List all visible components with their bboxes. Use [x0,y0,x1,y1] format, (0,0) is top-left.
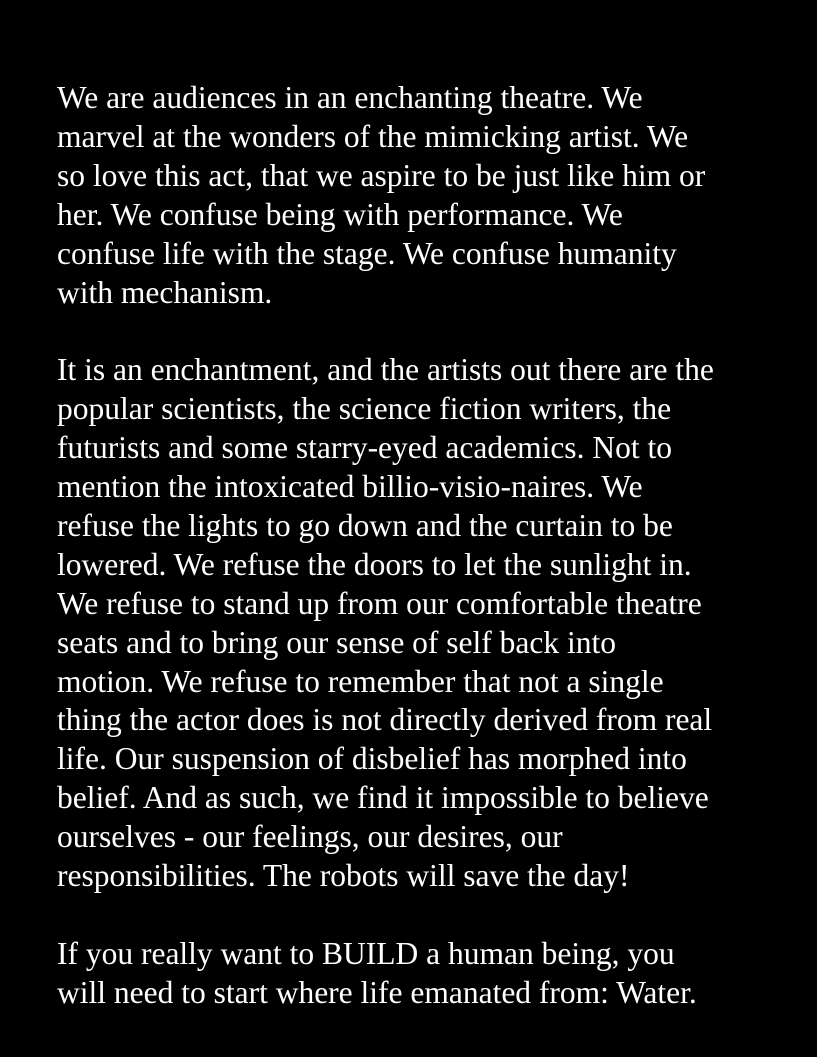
text-line: refuse the lights to go down and the curtain to be [57,507,673,543]
paragraph-1 [57,79,777,312]
text-line: so love this act, that we aspire to be just like him or [57,157,706,193]
text-line: lowered. We refuse the doors to let the sunlight in. [57,546,692,582]
text-line: seats and to bring our sense of self back into [57,624,616,660]
text-line: with mechanism. [57,274,273,310]
paragraph-spacer [57,896,777,935]
text-line: will need to start where life emanated from: Water. [57,974,697,1010]
text-line: confuse life with the stage. We confuse humanity [57,235,677,271]
text-line: life. Our suspension of disbelief has morphed into [57,741,687,777]
text-line: We refuse to stand up from our comfortable theatre [57,585,702,621]
paragraph-3 [57,935,777,1013]
paragraph-2 [57,351,777,896]
text-line: futurists and some starry-eyed academics. Not to [57,430,672,466]
text-line: motion. We refuse to remember that not a single [57,663,664,699]
text-line: popular scientists, the science fiction writers, the [57,391,672,427]
text-line: mention the intoxicated billio-visio-naires. We [57,469,643,505]
text-line: her. We confuse being with performance. We [57,196,623,232]
paragraph-spacer [57,312,777,351]
text-line: marvel at the wonders of the mimicking artist. We [57,118,689,154]
text-line: responsibilities. The robots will save the day! [57,858,630,894]
body-text [57,79,777,1013]
text-line: ourselves - our feelings, our desires, our [57,819,563,855]
text-line: It is an enchantment, and the artists out there are the [57,352,714,388]
text-line: thing the actor does is not directly derived from real [57,702,713,738]
text-line: belief. And as such, we find it impossible to believe [57,780,709,816]
text-line: We are audiences in an enchanting theatre. We [57,80,643,115]
text-line: If you really want to BUILD a human being, you [57,935,675,971]
